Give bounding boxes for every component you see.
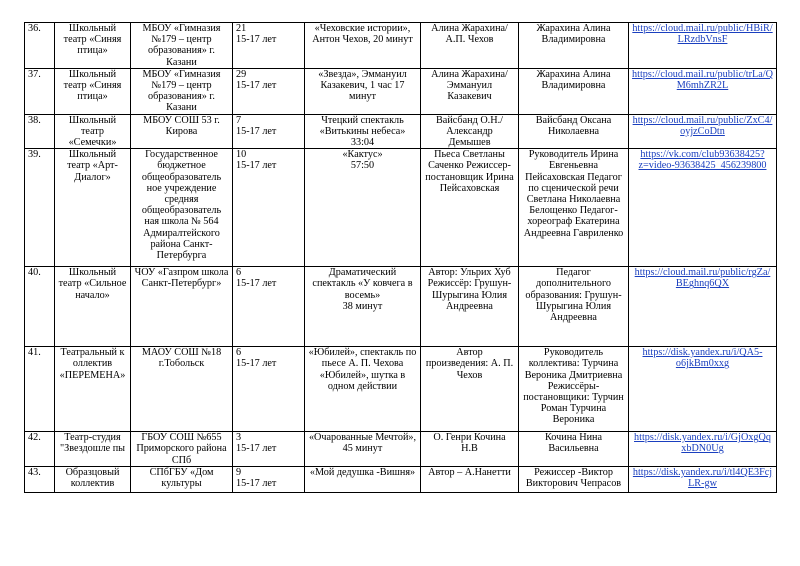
head-of-collective-cell: Жарахина Алина Владимировна	[519, 23, 629, 69]
author-director-cell: Алина Жарахина/ А.П. Чехов	[421, 23, 519, 69]
performance-title-cell: Драматический спектакль «У ковчега в восемь» 38 минут	[305, 267, 421, 347]
collective-name-cell: Театральный к оллектив «ПЕРЕМЕНА»	[55, 347, 131, 432]
performance-title-cell: «Кактус» 57:50	[305, 149, 421, 267]
table-row	[25, 149, 777, 267]
organization-cell: МБОУ «Гимназия №179 – центр образования» г. Казани	[131, 68, 233, 114]
table-row	[25, 347, 777, 432]
table-body	[25, 23, 777, 493]
organization-cell: МАОУ СОШ №18 г.Тобольск	[131, 347, 233, 432]
video-link-cell	[629, 432, 777, 467]
head-of-collective-cell: Режиссер -Виктор Викторович Чепрасов	[519, 466, 629, 492]
collective-name-cell: Школьный театр «Арт-Диалог»	[55, 149, 131, 267]
row-number-cell: 43.	[25, 466, 55, 492]
video-link-cell	[629, 267, 777, 347]
head-of-collective-cell: Руководитель Ирина Евгеньевна Пейсаховская Педагог по сценической речи Светлана Николаевна Белощенко Педагог-хореограф Екатерина Андреевна Гавриленко	[519, 149, 629, 267]
video-link[interactable]: https://cloud.mail.ru/public/rgZa/BEghnq6QX	[634, 267, 771, 290]
video-link-cell	[629, 68, 777, 114]
collective-name-cell: Школьный театр «Сильное начало»	[55, 267, 131, 347]
row-number-cell: 42.	[25, 432, 55, 467]
head-of-collective-cell: Вайсбанд Оксана Николаевна	[519, 114, 629, 149]
video-link[interactable]: https://disk.yandex.ru/i/tl4QE3FcjLR-gw	[632, 466, 773, 490]
organization-cell: ГБОУ СОШ №655 Приморского района СПб	[131, 432, 233, 467]
participants-age-cell: 10 15-17 лет	[233, 149, 305, 267]
participants-age-cell: 6 15-17 лет	[233, 347, 305, 432]
organization-cell: МБОУ «Гимназия №179 – центр образования» г. Казани	[131, 23, 233, 69]
participants-age-cell: 7 15-17 лет	[233, 114, 305, 149]
author-director-cell: Автор – А.Нанетти	[421, 466, 519, 492]
author-director-cell: О. Генри Кочина Н.В	[421, 432, 519, 467]
collective-name-cell: Образцовый коллектив	[55, 466, 131, 492]
video-link[interactable]: https://cloud.mail.ru/public/trLa/QM6mhZR2L	[632, 68, 773, 92]
table-row	[25, 267, 777, 347]
participants-age-cell: 9 15-17 лет	[233, 466, 305, 492]
registry-table	[24, 22, 777, 493]
head-of-collective-cell: Педагог дополнительного образования: Грушун-Шурыгина Юлия Андреевна	[519, 267, 629, 347]
organization-cell: СПбГБУ «Дом культуры	[131, 466, 233, 492]
organization-cell: ЧОУ «Газпром школа Санкт-Петербург»	[131, 267, 233, 347]
collective-name-cell: Школьный театр «Синяя птица»	[55, 68, 131, 114]
video-link[interactable]: https://cloud.mail.ru/public/ZxC4/oyjzCoDtn	[632, 114, 773, 137]
row-number-cell: 36.	[25, 23, 55, 69]
performance-title-cell: «Чеховские истории», Антон Чехов, 20 минут	[305, 23, 421, 69]
table-row	[25, 114, 777, 149]
collective-name-cell: Школьный театр «Семечки»	[55, 114, 131, 149]
video-link-cell	[629, 149, 777, 267]
row-number-cell: 39.	[25, 149, 55, 267]
table-row	[25, 432, 777, 467]
author-director-cell: Пьеса Светланы Саченко Режиссер-постановщик Ирина Пейсаховская	[421, 149, 519, 267]
performance-title-cell: «Мой дедушка -Вишня»	[305, 466, 421, 492]
author-director-cell: Вайсбанд О.Н./ Александр Демышев	[421, 114, 519, 149]
table-row	[25, 68, 777, 114]
performance-title-cell: Чтецкий спектакль «Витькины небеса» 33:04	[305, 114, 421, 149]
video-link[interactable]: https://disk.yandex.ru/i/QA5-o6jkBm0xxg	[642, 347, 763, 370]
author-director-cell: Алина Жарахина/ Эммануил Казакевич	[421, 68, 519, 114]
organization-cell: Государственное бюджетное общеобразователь ное учреждение средняя общеобразователь ная школа № 564 Адмиралтейского района Санкт-Петербурга	[131, 149, 233, 267]
video-link-cell	[629, 466, 777, 492]
video-link-cell	[629, 114, 777, 149]
participants-age-cell: 6 15-17 лет	[233, 267, 305, 347]
participants-age-cell: 29 15-17 лет	[233, 68, 305, 114]
row-number-cell: 37.	[25, 68, 55, 114]
video-link[interactable]: https://vk.com/club93638425?z=video-93638425_456239800	[638, 149, 767, 172]
collective-name-cell: Школьный театр «Синяя птица»	[55, 23, 131, 69]
performance-title-cell: «Очарованные Мечтой», 45 минут	[305, 432, 421, 467]
row-number-cell: 40.	[25, 267, 55, 347]
head-of-collective-cell: Жарахина Алина Владимировна	[519, 68, 629, 114]
performance-title-cell: «Юбилей», спектакль по пьесе А. П. Чехова «Юбилей», шутка в одном действии	[305, 347, 421, 432]
video-link-cell	[629, 347, 777, 432]
registry-page	[24, 22, 777, 493]
video-link-cell	[629, 23, 777, 69]
head-of-collective-cell: Кочина Нина Васильевна	[519, 432, 629, 467]
author-director-cell: Автор: Ульрих Хуб Режиссёр: Грушун-Шурыгина Юлия Андреевна	[421, 267, 519, 347]
participants-age-cell: 21 15-17 лет	[233, 23, 305, 69]
table-row	[25, 23, 777, 69]
collective-name-cell: Театр-студия "Звездошле пы	[55, 432, 131, 467]
participants-age-cell: 3 15-17 лет	[233, 432, 305, 467]
performance-title-cell: «Звезда», Эммануил Казакевич, 1 час 17 минут	[305, 68, 421, 114]
video-link[interactable]: https://disk.yandex.ru/i/GjOxgQq xbDN0Ug	[634, 432, 771, 455]
row-number-cell: 38.	[25, 114, 55, 149]
organization-cell: МБОУ СОШ 53 г. Кирова	[131, 114, 233, 149]
author-director-cell: Автор произведения: А. П. Чехов	[421, 347, 519, 432]
table-row	[25, 466, 777, 492]
head-of-collective-cell: Руководитель коллектива: Турчина Вероника Дмитриевна Режиссёры-постановщики: Турчин Роман Турчина Вероника	[519, 347, 629, 432]
row-number-cell: 41.	[25, 347, 55, 432]
video-link[interactable]: https://cloud.mail.ru/public/HBiR/LRzdbVnsF	[632, 23, 773, 46]
